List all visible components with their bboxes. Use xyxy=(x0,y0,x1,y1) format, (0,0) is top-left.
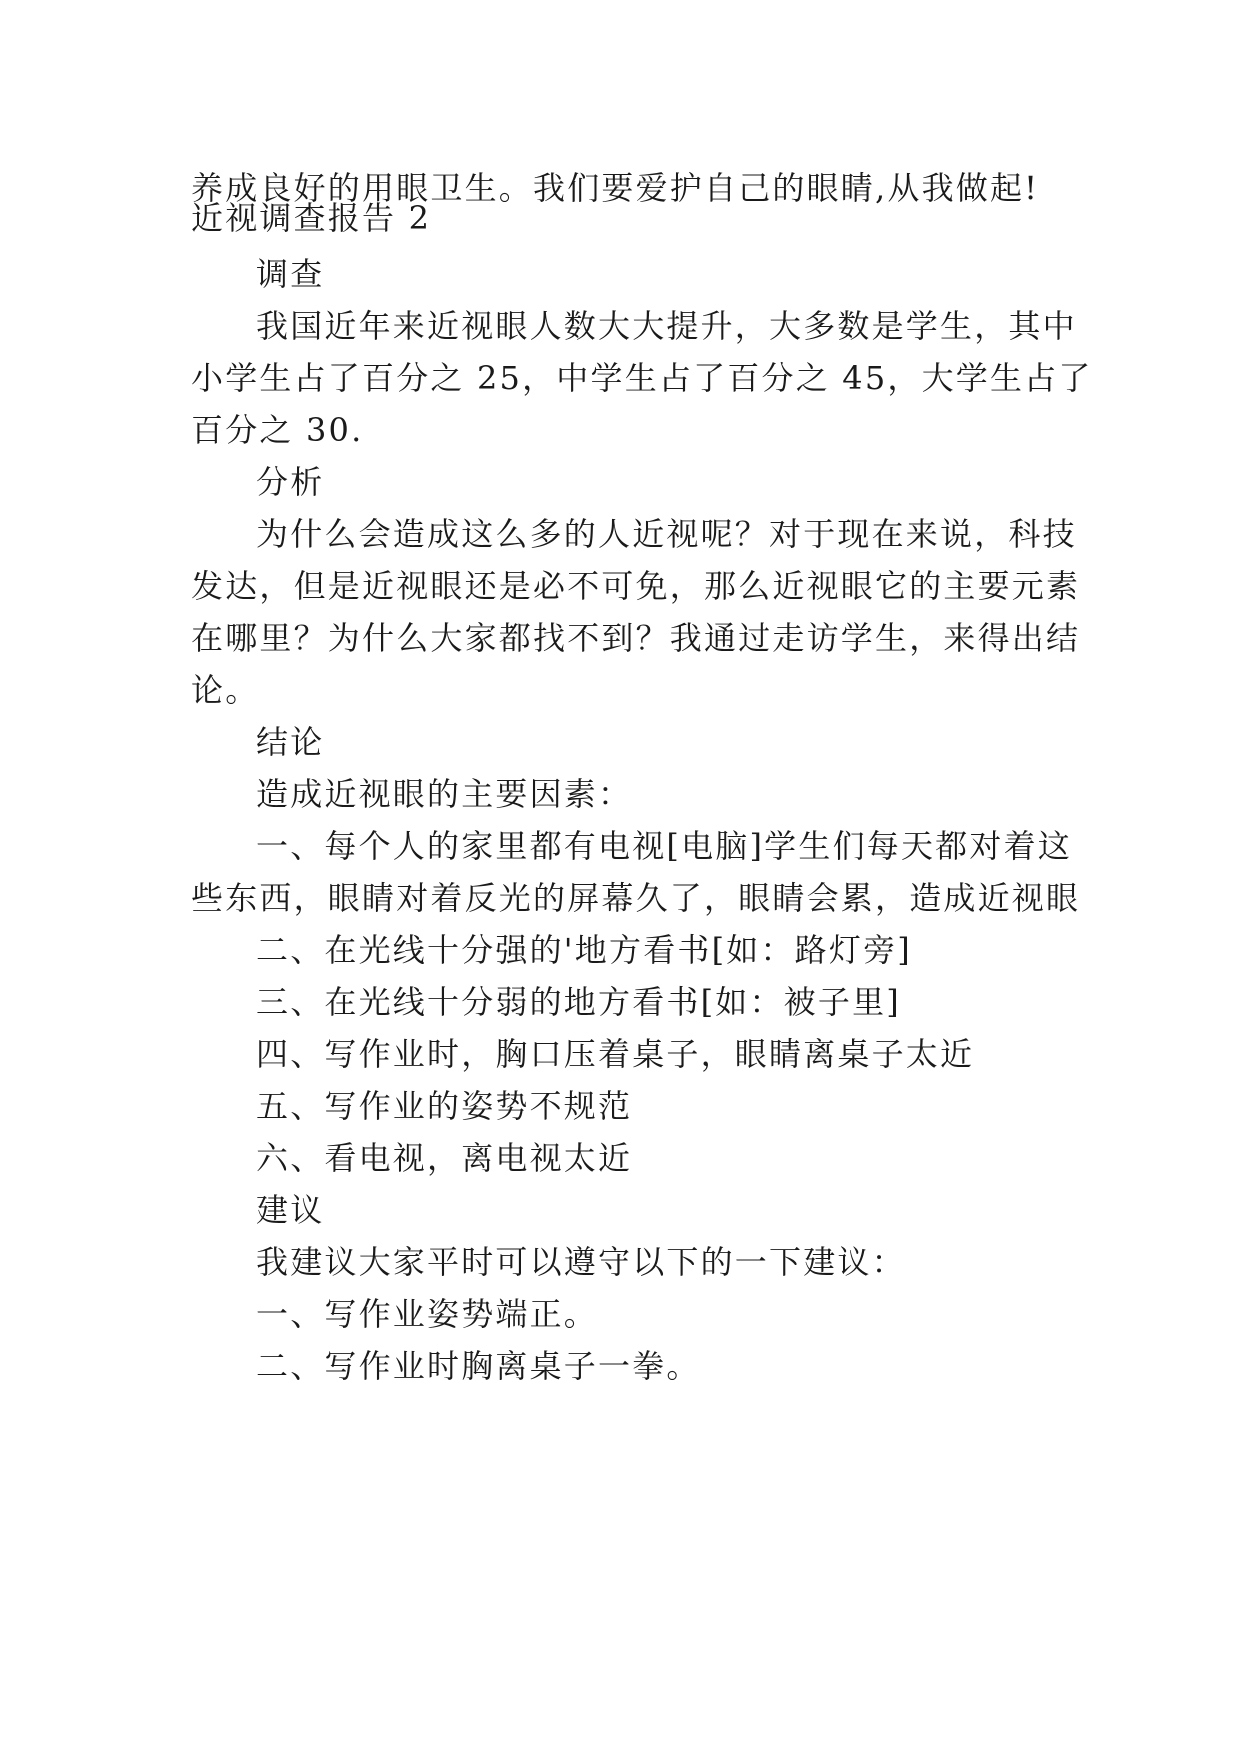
list-item: 一、每个人的家里都有电视[电脑]学生们每天都对着这 xyxy=(256,827,1072,865)
section-title: 近视调查报告 2 xyxy=(191,199,432,237)
list-item: 一、写作业姿势端正。 xyxy=(256,1295,599,1333)
heading-suggestion: 建议 xyxy=(256,1191,325,1229)
heading-conclusion: 结论 xyxy=(256,723,325,761)
list-item: 四、写作业时，胸口压着桌子，眼睛离桌子太近 xyxy=(256,1035,975,1073)
heading-analysis: 分析 xyxy=(256,463,325,501)
list-item: 二、写作业时胸离桌子一拳。 xyxy=(256,1347,701,1385)
paragraph-line: 论。 xyxy=(191,671,260,709)
list-item: 五、写作业的姿势不规范 xyxy=(256,1087,633,1125)
paragraph-line: 发达，但是近视眼还是必不可免，那么近视眼它的主要元素 xyxy=(191,567,1081,605)
paragraph-line: 造成近视眼的主要因素： xyxy=(256,775,633,813)
list-item: 二、在光线十分强的'地方看书[如：路灯旁] xyxy=(256,931,912,969)
paragraph-line: 百分之 30. xyxy=(191,411,364,449)
paragraph-line: 我建议大家平时可以遵守以下的一下建议： xyxy=(256,1243,906,1281)
list-item: 六、看电视，离电视太近 xyxy=(256,1139,633,1177)
paragraph-line: 在哪里？为什么大家都找不到？我通过走访学生，来得出结 xyxy=(191,619,1081,657)
paragraph-line: 我国近年来近视眼人数大大提升，大多数是学生，其中 xyxy=(256,307,1077,345)
paragraph-line: 养成良好的用眼卫生。我们要爱护自己的眼睛,从我做起! xyxy=(191,169,1040,207)
heading-survey: 调查 xyxy=(256,255,325,293)
paragraph-line: 为什么会造成这么多的人近视呢？对于现在来说，科技 xyxy=(256,515,1077,553)
paragraph-line: 些东西，眼睛对着反光的屏幕久了，眼睛会累，造成近视眼 xyxy=(191,879,1081,917)
list-item: 三、在光线十分弱的地方看书[如：被子里] xyxy=(256,983,901,1021)
paragraph-line: 小学生占了百分之 25，中学生占了百分之 45，大学生占了 xyxy=(191,359,1093,397)
